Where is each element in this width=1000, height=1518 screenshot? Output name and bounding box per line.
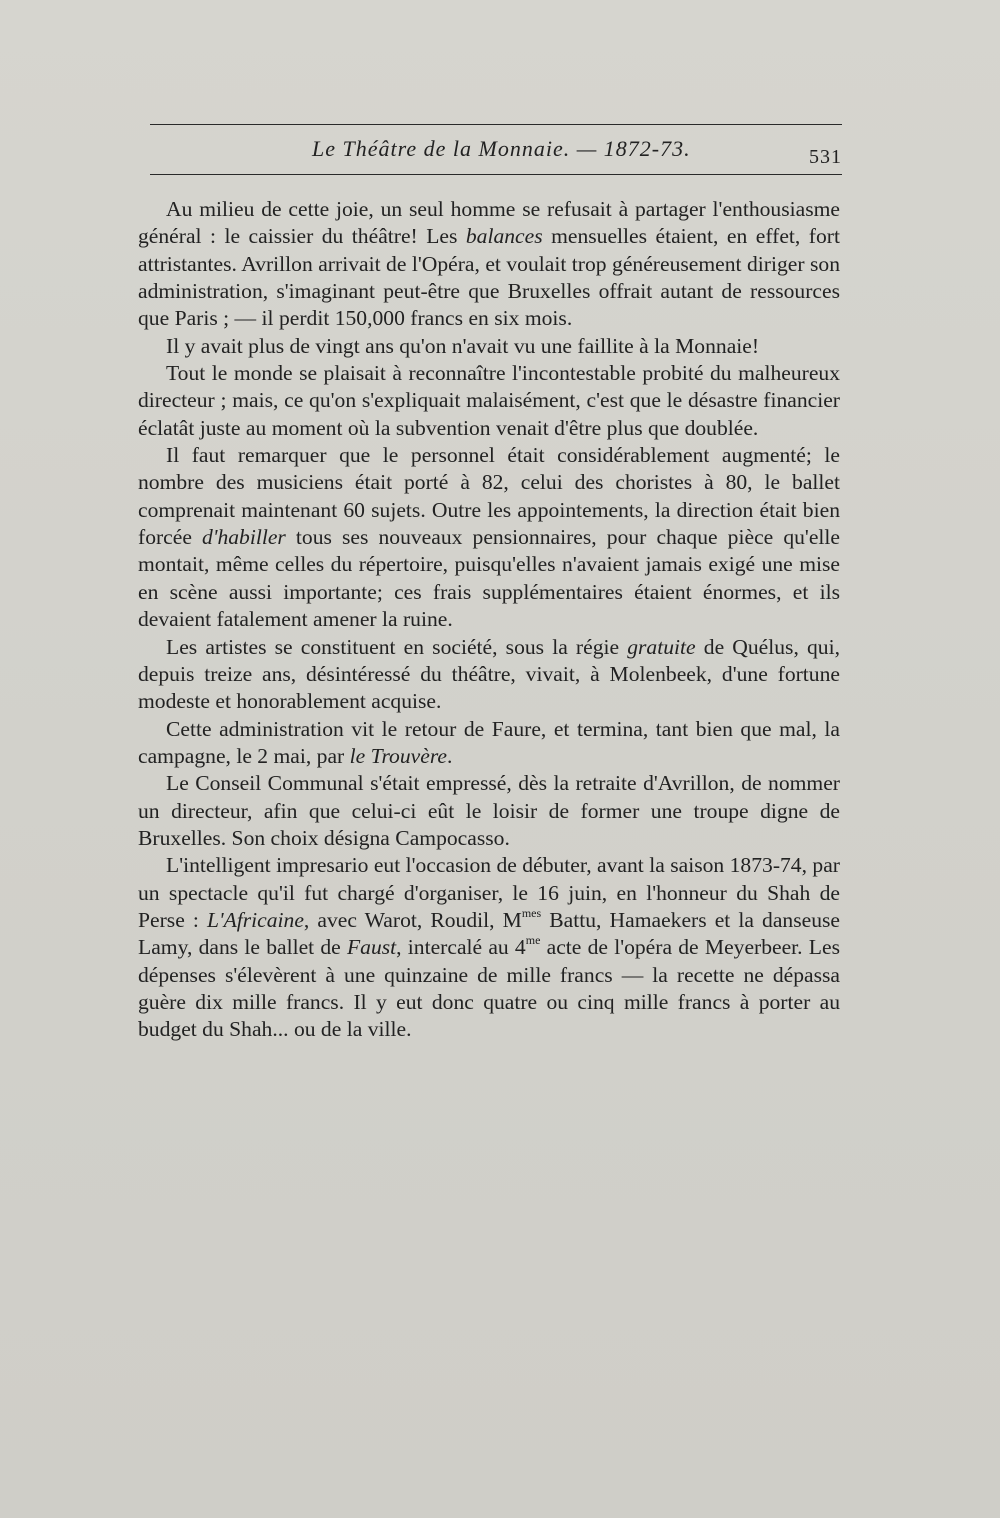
paragraph-3: Tout le monde se plaisait à reconnaître l'incontestable probité du malheureux directeur ; mais, ce qu'on s'expliquait malaisément, c'est que le désastre financier éclatât juste au moment où la subvention venait d'être plus que doublée. bbox=[138, 361, 840, 440]
page-number: 531 bbox=[809, 146, 842, 168]
italic-habiller: d'habiller bbox=[202, 525, 286, 550]
italic-faust: Faust bbox=[346, 935, 397, 960]
paragraph-5 bbox=[138, 634, 840, 716]
paragraph-1-text-end: mensuelles étaient, en effet, fort attristantes. Avrillon arrivait de l'Opéra, et voulait trop généreusement diriger son administration, s'imaginant peut-être que Bruxelles offrait autant de ressources que Paris ; — il perdit 150,000 francs en six mois. bbox=[138, 224, 840, 331]
italic-balances: balances bbox=[465, 224, 543, 249]
italic-gratuite: gratuite bbox=[627, 634, 696, 659]
paragraph-1 bbox=[138, 196, 840, 333]
paragraph-8-text-end: acte de l'opéra de Meyerbeer. Les dépenses s'élevèrent à une quinzaine de mille francs — la recette ne dépassa guère dix mille francs. Il y eut donc quatre ou cinq mille francs à porter au budget du Shah... ou de la ville. bbox=[138, 935, 840, 1042]
body-text bbox=[138, 196, 840, 1044]
header-rule-top bbox=[150, 124, 842, 125]
paragraph-2: Il y avait plus de vingt ans qu'on n'avait vu une faillite à la Monnaie! bbox=[166, 333, 760, 358]
paragraph-1-text: Au milieu de cette joie, un seul homme se refusait à partager l'enthousiasme général : le caissier du théâtre! Les bbox=[138, 197, 840, 249]
running-title: Le Théâtre de la Monnaie. — 1872-73. bbox=[312, 136, 691, 161]
paragraph-4 bbox=[138, 442, 840, 633]
italic-lafricaine: L'Africaine bbox=[206, 907, 304, 932]
italic-le-trouvere: le Trouvère bbox=[349, 743, 448, 768]
paragraph-8-text: L'intelligent impresario eut l'occasion de débuter, avant la saison 1873-74, par un spectacle qu'il fut chargé d'organiser, le 16 juin, en l'honneur du Shah de Perse : bbox=[138, 853, 840, 932]
header-rule-bottom bbox=[150, 174, 842, 175]
paragraph-4-text-end: tous ses nouveaux pensionnaires, pour chaque pièce qu'elle montait, même celles du répertoire, puisqu'elles n'avaient jamais exigé une mise en scène aussi importante; ces frais supplémentaires étaient énormes, et ils devaient fatalement amener la ruine. bbox=[138, 525, 840, 632]
superscript-mes: mes bbox=[521, 905, 542, 920]
paragraph-4-text: Il faut remarquer que le personnel était considérablement augmenté; le nombre des musiciens était porté à 82, celui des choristes à 80, le ballet comprenait maintenant 60 sujets. Outre les appointements, la direction était bien forcée bbox=[138, 443, 840, 550]
paragraph-5-text-end: de Quélus, qui, depuis treize ans, désintéressé du théâtre, vivait, à Molenbeek, d'une fortune modeste et honorablement acquise. bbox=[138, 634, 840, 714]
paragraph-8 bbox=[138, 852, 840, 1043]
paragraph-8-text-4: , intercalé au 4 bbox=[396, 935, 526, 960]
paragraph-8-text-2: , avec Warot, Roudil, M bbox=[303, 907, 522, 932]
paragraph-8-text-3: Battu, Hamaekers et la danseuse Lamy, dans le ballet de bbox=[138, 907, 840, 960]
paragraph-6 bbox=[138, 716, 840, 771]
paragraph-6-text: Cette administration vit le retour de Faure, et termina, tant bien que mal, la campagne, le 2 mai, par bbox=[138, 716, 840, 768]
paragraph-7: Le Conseil Communal s'était empressé, dès la retraite d'Avrillon, de nommer un directeur, afin que celui-ci eût le loisir de former une troupe digne de Bruxelles. Son choix désigna Campocasso. bbox=[138, 771, 840, 850]
paragraph-6-text-end: . bbox=[447, 743, 453, 768]
superscript-me: me bbox=[525, 933, 541, 948]
paragraph-5-text: Les artistes se constituent en société, sous la régie bbox=[166, 634, 628, 659]
page-header bbox=[150, 118, 842, 184]
